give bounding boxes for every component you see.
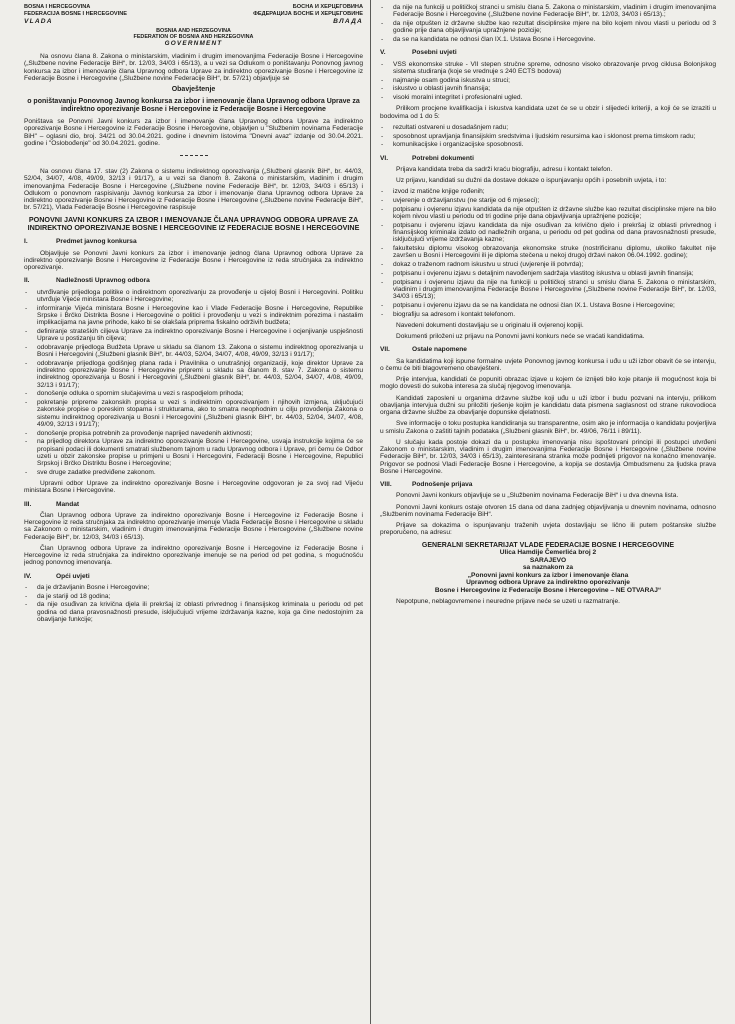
documents-paragraph-2: Uz prijavu, kandidati su dužni da dostave dokaze o ispunjavanju općih i posebnih uvjeta, i to: (396, 177, 667, 184)
notice-subtitle: o poništavanju Ponovnog Javnog konkursa za izbor i imenovanje člana Upravnog odbora Uprave za indirektno oporezivanje Bosne i Hercegovine iz Federacije Bosne i Hercegovine (27, 98, 360, 113)
notes-paragraph-1: Sa kandidatima koji ispune formalne uvjete Ponovnog javnog konkursa i uđu u uži izbor obavit će se intervju, o čemu će biti blagovremeno obavještenі. (380, 357, 716, 372)
masthead-cyrillic (200, 4, 363, 26)
general-conditions-list-continued (380, 4, 716, 43)
notes-paragraph-4: Sve informacije o toku postupka kandidiranja su transparentne, osim ako je informacija o kandidatu povjerljiva u smislu Zakona o zaštiti tajnih podataka („Službeni glasnik BiH“, br. 49/06, 76/11 i 89/11). (380, 420, 716, 435)
list-item: - visoki moralni integritet i profesionalni ugled. (380, 94, 716, 101)
masthead-english (24, 28, 363, 47)
list-item: - potpisanu i ovjerenu izjavu kandidata da nije otpušten iz državne službe kao rezultat disciplinske mjere na bilo kojem nivou vlasti u periodu od tri godine prije dana objavljivanja upražnjene pozicije; (380, 206, 716, 221)
documents-paragraph-1: Prijava kandidata treba da sadrži kraću biografiju, adresu i kontakt telefon. (396, 165, 613, 173)
list-item: - izvod iz matične knjige rođenih; (380, 188, 716, 195)
general-conditions-list (24, 584, 363, 623)
list-item: - potpisanu i ovjerenu izjavu da se na kandidata ne odnosi član IX.1. Ustava Bosne i Hercegovine; (380, 302, 716, 309)
list-item: - utvrđivanje prijedloga politike o indirektnom oporezivanju za provođenje u cijeloj Bosni i Hercegovini. Politiku utvrđuje Vijeće ministara Bosne i Hercegovine; (24, 289, 363, 304)
list-item: - da je stariji od 18 godina; (24, 593, 363, 600)
list-item: - iskustvo u oblasti javnih finansija; (380, 85, 716, 92)
documents-paragraph-3: Navedeni dokumenti dostavljaju se u originalu ili ovjerenoj kopiji. (396, 321, 584, 329)
section-1-text: Objavljuje se Ponovni Javni konkurs za izbor i imenovanje jednog člana Upravnog odbora Uprave za indirektno oporezivanje Bosne i Hercegovine iz Federacije Bosne i Hercegovine iz reda stručnjaka za indirektno oporezivanje. (24, 249, 363, 272)
list-item: - potpisanu i ovjerenu izjavu s detaljnim navođenjem sadržaja vlastitog iskustva u oblasti javnih finansija; (380, 270, 716, 277)
list-item: - odobravanje prijedloga godišnjeg plana rada i Pravilnika o unutrašnjoj organizaciji, koje direktor Uprave za indirektno oporezivanje Bosne i Hercegovine pripremi u skladu sa članom 8. stav 7. Zakona o sistemu indirektnog oporezivanja u Bosni i Hercegovini („Službeni glasnik BiH“, br. 44/03, 52/04, 34/07, 4/08, 49/09, 32/13 i 91/17); (24, 360, 363, 389)
address-line: sa naznakom za (522, 564, 574, 571)
section-heading-4: IV. Opći uvjeti (24, 572, 90, 580)
masthead-government: VLADA (24, 18, 53, 26)
address-line: Upravnog odbora Uprave za indirektno oporezivanje (466, 579, 630, 586)
list-item: - fakultetsku diplomu visokog obrazovanja ekonomske struke (nostrificiranu diplomu, ukoliko fakultet nije završen u Bosni i Hercegovini ili je diploma stečena u nekoj drugoj državi nakon 06.04.1992. godine); (380, 245, 716, 260)
notice-title: Obavještenje (171, 86, 216, 93)
list-item: - da se na kandidata ne odnosi član IX.1. Ustava Bosne i Hercegovine. (380, 36, 716, 43)
list-item: - definiranje strateških ciljeva Uprave za indirektno oporezivanje Bosne i Hercegovine i ocjenjivanje uspješnosti Uprave u postizanju tih ciljeva; (24, 328, 363, 343)
masthead-latin (24, 4, 187, 26)
masthead-government-en: GOVERNMENT (164, 39, 223, 47)
intro-paragraph: Na osnovu člana 8. Zakona o ministarskim, vladinim i drugim imenovanjima Federacije Bosne i Hercegovine („Službene novine Federacije BiH“, br. 12/03, 34/03 i 65/13), a u vezi sa Odlukom o poništavanju Ponovnog javnog konkursa za izbor i imenovanje člana Upravnog odbora Uprave za indirektno oporezivanje Bosne i Hercegovine iz Federacije Bosne i Hercegovine („Službene novine Federacije BiH“, br. 57/21) objavljuje se (24, 53, 363, 82)
submission-paragraph-3: Prijave sa dokazima o ispunjavanju traženih uvjeta dostavljaju se lično ili putem poštanske službe preporučeno, na adresu: (380, 522, 716, 537)
left-column (24, 4, 363, 1020)
list-item: - donošenje propisa potrebnih za provođenje naprijed navedenih aktivnosti; (24, 430, 363, 437)
list-item: - sve druge zadatke predviđene zakonom. (24, 469, 363, 476)
address-line: Ulica Hamdije Čemerlića broj 2 (499, 549, 597, 556)
masthead-government-cyr: ВЛАДА (333, 18, 363, 26)
section-heading-2: II. Nadležnosti Upravnog odbora (24, 277, 150, 285)
separator (180, 155, 208, 156)
section-heading-5: V. Posebni uvjeti (380, 49, 457, 57)
list-item: - komunikacijske i organizacijske sposobnosti. (380, 141, 716, 148)
list-item: - najmanje osam godina iskustva u struci; (380, 77, 716, 84)
list-item: - informiranje Vijeća ministara Bosne i Hercegovine kao i Vlade Federacije Bosne i Hercegovine, Republike Srpske i Brčko Distrikta Bosne i Hercegovine o politici i provođenju u vezi s indirektnim porezima i nastalim implikacijama na javne prihode, kako bi se olakšala priprema fiskalno održivih budžeta; (24, 305, 363, 327)
list-item: - rezultati ostvareni u dosadašnjem radu; (380, 124, 716, 131)
submission-paragraph-1: Ponovni Javni konkurs objavljuje se u „Službenim novinama Federacije BiH“ i u dva dnevna lista. (396, 492, 679, 500)
list-item: - potpisanu i ovjerenu izjavu da nije na funkciji u političkoj stranci u smislu člana 5. Zakona o ministarskim, vladinim i drugim imenovanjima Federacije Bosne i Hercegovine („Službene novine Federacije BiH“, br. 12/03, 34/03 i 65/13); (380, 279, 716, 301)
notes-paragraph-5: U slučaju kada postoje dokazi da u postupku imenovanja nisu ispoštovani principi ili postupci utvrđeni Zakonom o ministarskim, vladinim i drugim imenovanjima Federacije Bosne i Hercegovine („Službene novine Federacije BiH“, br. 12/03, 34/03 i 65/13), zainteresirana stranka može podnijeti prigovor na konačno imenovanje. Prigovor se podnosi Vladi Federacije Bosne i Hercegovine, a kopija se dostavlja Ombudsmenu za ljudska prava Bosne i Hercegovine. (380, 438, 716, 475)
list-item: - odobravanje prijedloga Budžeta Uprave u skladu sa članom 13. Zakona o sistemu indirektnog oporezivanja u Bosni i Hercegovini („Službeni glasnik BiH“, br. 44/03, 52/04, 34/07, 4/08, 49/09, 32/13 i 91/17); (24, 344, 363, 359)
section-2-closing: Upravni odbor Uprave za indirektno oporezivanje Bosne i Hercegovine odgovoran je za svoj rad Vijeću ministara Bosne i Hercegovine. (24, 480, 363, 495)
masthead (24, 4, 363, 26)
competences-list (24, 289, 363, 477)
masthead-federation-en: FEDERATION OF BOSNIA AND HERZEGOVINA (133, 34, 254, 41)
list-item: - na prijedlog direktora Uprave za indirektno oporezivanje Bosne i Hercegovine, usvaja instrukcije kojima će se propisani podaci ili dokumenti smatrati službenom tajnom u radu Upravnog odbora i Uprave, pri čemu će Odbor uzeti u obzir zakonske propise u primjeni u Bosni i Hercegovini, Federaciji Bosne i Hercegovine, Republici Srpskoj i Brčko Distriktu Bosne i Hercegovine; (24, 438, 363, 467)
list-item: - biografiju sa adresom i kontakt telefonom. (380, 311, 716, 318)
section-heading-3: III. Mandat (24, 500, 80, 508)
submission-paragraph-2: Ponovni Javni konkurs ostaje otvoren 15 dana od dana zadnjeg objavljivanja u dnevnim novinama, odnosno „Službenim novinama Federacije BiH“. (380, 503, 716, 518)
list-item: - dokaz o traženom radnom iskustvu u struci (uvjerenje ili potvrda); (380, 261, 716, 268)
list-item: - VSS ekonomske struke - VII stepen stručne spreme, odnosno visoko obrazovanje prvog ciklusa Bolonjskog sistema studiranja (koje se vrednuje s 240 ECTS bodova) (380, 61, 716, 76)
documents-list (380, 188, 716, 318)
list-item: - da nije na funkciji u političkoj stranci u smislu člana 5. Zakona o ministarskim, vladinim i drugim imenovanjima Federacije Bosne i Hercegovine („Službene novine Federacije BiH“, br. 12/03, 34/03 i 65/13).; (380, 4, 716, 19)
masthead-country-cyr: БОСНА И ХЕРЦЕГОВИНА (292, 4, 363, 10)
konkurs-title: PONOVNI JAVNI KONKURS ZA IZBOR I IMENOVANJE ČLANA UPRAVNOG ODBORA UPRAVE ZA INDIREKTNO OPOREZIVANJE BOSNE I HERCEGOVINE IZ FEDERACIJE BOSNE I HERCEGOVINE (27, 214, 360, 232)
special-conditions-list (380, 61, 716, 102)
submission-address (380, 542, 716, 595)
section-heading-8: VIII. Podnošenje prijava (380, 481, 473, 488)
address-line: SARAJEVO (529, 556, 567, 564)
column-divider (370, 0, 371, 1024)
list-item: - pokretanje pripreme zakonskih propisa u vezi s indirektnim oporezivanjem i njihovih izmjena, uključujući zakonske propise o poreskim stopama i strukturama, ako to smatra neophodnim u cilju provođenja Zakona o sistemu indirektnog oporezivanja u Bosni i Hercegovini („Službeni glasnik BiH“, br. 44/03, 52/04, 34/07, 4/08, 49/09, 32/13 i 91/17); (24, 399, 363, 428)
masthead-country-en: BOSNIA AND HERZEGOVINA (156, 27, 231, 34)
masthead-federation-cyr: ФЕДЕРАЦИЈА БОСНЕ И ХЕРЦЕГОВИНЕ (253, 10, 363, 17)
notes-paragraph-3: Kandidati zaposleni u organima državne službe koji uđu u uži izbor i budu pozvani na intervju, prilikom obavljanja intervjua dužni su priložiti rješenje kojim je kandidatu data pismena saglasnost od strane rukovodioca organa državne službe za obavljanje dopunske djelatnosti. (380, 394, 716, 416)
legal-basis-paragraph: Na osnovu člana 17. stav (2) Zakona o sistemu indirektnog oporezivanja („Službeni glasnik BiH“, br. 44/03, 52/04, 34/07, 4/08, 49/09, 32/13 i 91/17), a u vezi sa članom 8. Zakona o ministarskim, vladinim i drugim imenovanjima Federacije Bosne i Hercegovine („Službene novine Federacije BiH“, br. 12/03, 34/03 i 65/13) i Odlukom o ponovnom raspisivanju Javnog konkursa za izbor i imenovanje člana Upravnog odbora Uprave za indirektno oporezivanje Bosne i Hercegovine iz Federacije Bosne i Hercegovine („Službene novine Federacije BiH“, br. 57/21), Vlada Federacije Bosne i Hercegovine raspisuje (24, 168, 363, 212)
list-item: - potpisanu i ovjerenu izjavu kandidata da nije osuđivan za krivično djelo i prekršaj iz oblasti privrednog i finansijskog kriminala izdato od nadležnih organa, u periodu od pet godina od dana pravosnažnosti presude, isključujući vrijeme izdržavanja kazne; (380, 222, 716, 244)
mandate-paragraph-2: Član Upravnog odbora Uprave za indirektno oporezivanje Bosne i Hercegovine iz Federacije Bosne i Hercegovine iz reda stručnjaka za indirektno oporezivanje imenuje se na period od pet godina, s mogućnošću jednog ponovnog imenovanja. (24, 544, 363, 567)
masthead-country: BOSNA I HERCEGOVINA (24, 4, 91, 10)
address-line: Bosne i Hercegovine iz Federacije Bosne i Hercegovine – NE OTVARAJ“ (434, 586, 662, 594)
section-heading-1: I. Predmet javnog konkursa (24, 238, 137, 246)
right-column (380, 4, 716, 1020)
annulment-paragraph: Poništava se Ponovni Javni konkurs za izbor i imenovanje člana Upravnog odbora Uprave za indirektno oporezivanje Bosne i Hercegovine iz Federacije Bosne i Hercegovine, objavljen u "Službenim novinama Federacije BiH" – oglasni dio, broj. 34/21 od 30.04.2021. godine i dnevnim listovima "Dnevni avaz" izdanje od 30.04.2021. godine i "Oslobođenje" od 30.04.2021. godine. (24, 118, 363, 147)
documents-paragraph-4: Dokumenti priloženi uz prijavu na Ponovni javni konkurs neće se vraćati kandidatima. (396, 333, 645, 340)
final-note: Nepotpune, neblagovremene i neuredne prijave neće se uzeti u razmatranje. (396, 598, 620, 605)
list-item: - sposobnost upravljanja finansijskim sredstvima i ljudskim resursima kao i sklonost prema timskom radu; (380, 133, 716, 140)
notes-paragraph-2: Prije intervjua, kandidati će popuniti obrazac izjave u kojem će iznijeti bilo koje pitanje ili mogućnost koja bi moglo dovesti do sukoba interesa za slučaj njegovog imenovanja. (380, 376, 716, 391)
address-line: „Ponovni javni konkurs za izbor i imenovanje člana (467, 571, 629, 579)
list-item: - da nije osuđivan za krivična djela ili prekršaj iz oblasti privrednog i finansijskog kriminala u periodu od pet godina od dana pravosnažnosti presude, isključujući vrijeme izdržavanja kazne, koja ga čine nedostojnim za obavljanje funkcije; (24, 601, 363, 623)
criteria-list (380, 124, 716, 149)
masthead-federation: FEDERACIJA BOSNE I HERCEGOVINE (24, 10, 127, 17)
section-heading-6: VI. Potrebni dokumenti (380, 154, 474, 162)
criteria-paragraph: Prilikom procjene kvalifikacija i iskustva kandidata uzet će se u obzir i slijedeći kriteriji, a koji će se izraziti u bodovima od 1 do 5: (380, 105, 716, 120)
list-item: - donošenje odluka o spornim slučajevima u vezi s raspodjelom prihoda; (24, 390, 363, 397)
list-item: - da je državljanin Bosne i Hercegovine; (24, 584, 363, 591)
address-line: GENERALNI SEKRETARIJAT VLADE FEDERACIJE BOSNE I HERCEGOVINE (421, 541, 675, 549)
section-heading-7: VII. Ostale napomene (380, 346, 467, 354)
mandate-paragraph-1: Član Upravnog odbora Uprave za indirektno oporezivanje Bosne i Hercegovine iz Federacije Bosne i Hercegovine iz reda stručnjaka za indirektno oporezivanje imenuje Vlada Federacije Bosne i Hercegovine u skladu sa Zakonom o ministarskim, vladinim i drugim imenovanjima Federacije Bosne i Hercegovine („Službene novine Federacije BiH“, br. 12/03, 34/03 i 65/13). (24, 511, 363, 541)
list-item: - uvjerenje o državljanstvu (ne starije od 6 mjeseci); (380, 197, 716, 204)
list-item: - da nije otpušten iz državne službe kao rezultat disciplinske mjere na bilo kojem nivou vlasti u periodu od 3 godine prije dana objavljivanja upražnjene pozicije; (380, 20, 716, 35)
